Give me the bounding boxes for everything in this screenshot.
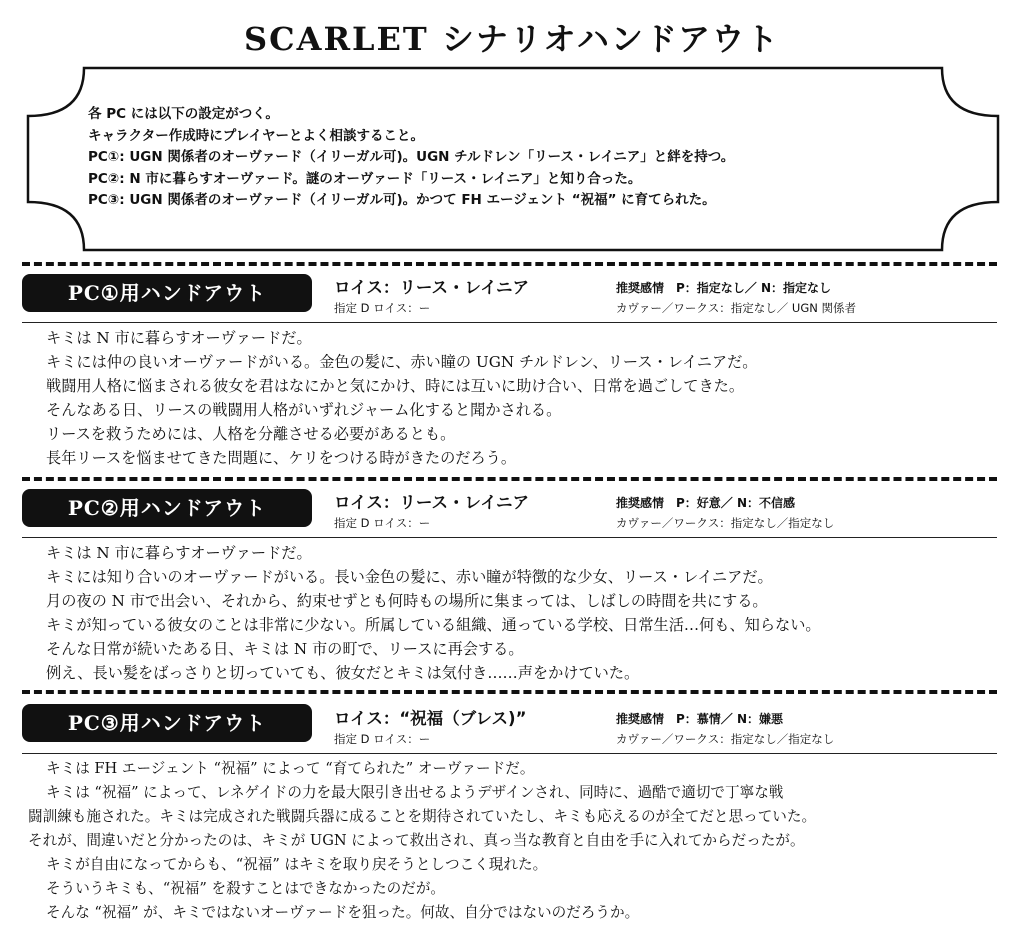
body-line: キミには仲の良いオーヴァードがいる。金色の髪に、赤い瞳の UGN チルドレン、リース・レイニアだ。 — [46, 353, 758, 371]
handout-body — [46, 541, 821, 685]
lois-block — [334, 489, 529, 531]
body-line: キミは “祝福” によって、レネゲイドの力を最大限引き出せるようデザインされ、同時に、過酷で適切で丁寧な戦 — [46, 784, 784, 801]
dashed-divider — [22, 477, 997, 481]
handout-label: PC①用ハンドアウト — [22, 274, 312, 312]
cover-works: カヴァー／ワークス：指定なし／指定なし — [616, 732, 835, 746]
body-line: リースを救うためには、人格を分離させる必要があるとも。 — [46, 425, 456, 443]
emotion-block — [616, 494, 834, 531]
body-line: 闘訓練も施された。キミは完成された戦闘兵器に成ることを期待されていたし、キミも応えるのが全てだと思っていた。 — [28, 808, 817, 825]
body-line: キミが知っている彼女のことは非常に少ない。所属している組織、通っている学校、日常生活…何も、知らない。 — [46, 616, 821, 634]
lois-block — [334, 274, 529, 316]
section-rule — [22, 753, 997, 754]
body-line: そんな “祝福” が、キミではないオーヴァードを狙った。何故、自分ではないのだろうか。 — [46, 904, 640, 921]
dashed-divider — [22, 262, 997, 266]
recommended-emotion: 推奨感情 P：慕情／ N：嫌悪 — [616, 712, 784, 726]
recommended-emotion: 推奨感情 P：好意／ N：不信感 — [616, 496, 796, 510]
handout-body — [46, 326, 758, 470]
intro-text — [88, 104, 948, 212]
body-line: キミは N 市に暮らすオーヴァードだ。 — [46, 329, 312, 347]
recommended-emotion: 推奨感情 P：指定なし／ N：指定なし — [616, 281, 832, 295]
intro-line: 各 PC には以下の設定がつく。 — [88, 106, 279, 122]
intro-line: PC①: UGN 関係者のオーヴァード（イリーガル可)。UGN チルドレン「リース・レイニア」と絆を持つ。 — [88, 149, 735, 165]
body-line: 戦闘用人格に悩まされる彼女を君はなにかと気にかけ、時には互いに助け合い、日常を過ごしてきた。 — [46, 377, 745, 395]
lois-name: ロイス：リース・レイニア — [334, 278, 530, 297]
body-line: 月の夜の N 市で出会い、それから、約束せずとも何時もの場所に集まっては、しばしの時間を共にする。 — [46, 592, 768, 610]
handout-body — [28, 757, 816, 925]
lois-block — [334, 705, 526, 747]
section-rule — [22, 322, 997, 323]
body-line: それが、間違いだと分かったのは、キミが UGN によって救出され、真っ当な教育と自由を手に入れてからだったが。 — [28, 832, 805, 849]
intro-line: PC③: UGN 関係者のオーヴァード（イリーガル可)。かつて FH エージェント “祝福” に育てられた。 — [88, 192, 716, 208]
intro-line: キャラクター作成時にプレイヤーとよく相談すること。 — [88, 127, 425, 144]
body-line: そんなある日、リースの戦闘用人格がいずれジャーム化すると聞かされる。 — [46, 401, 562, 419]
designated-lois: 指定 D ロイス：ー — [334, 732, 431, 746]
emotion-block — [616, 710, 834, 747]
section-rule — [22, 537, 997, 538]
designated-lois: 指定 D ロイス：ー — [334, 516, 431, 530]
cover-works: カヴァー／ワークス：指定なし／ UGN 関係者 — [616, 301, 857, 315]
body-line: キミには知り合いのオーヴァードがいる。長い金色の髪に、赤い瞳が特徴的な少女、リース・レイニアだ。 — [46, 568, 773, 586]
body-line: そんな日常が続いたある日、キミは N 市の町で、リースに再会する。 — [46, 640, 524, 658]
intro-line: PC②: N 市に暮らすオーヴァード。謎のオーヴァード「リース・レイニア」と知り合った。 — [88, 170, 642, 187]
dashed-divider — [22, 690, 997, 694]
body-line: 長年リースを悩ませてきた問題に、ケリをつける時がきたのだろう。 — [46, 449, 517, 467]
emotion-block — [616, 279, 856, 316]
body-line: キミが自由になってからも、“祝福” はキミを取り戻そうとしつこく現れた。 — [46, 856, 548, 873]
handout-label: PC③用ハンドアウト — [22, 704, 312, 742]
handout-label: PC②用ハンドアウト — [22, 489, 312, 527]
page-title: SCARLET シナリオハンドアウト — [244, 20, 780, 58]
cover-works: カヴァー／ワークス：指定なし／指定なし — [616, 516, 835, 530]
designated-lois: 指定 D ロイス：ー — [334, 301, 431, 315]
body-line: 例え、長い髪をばっさりと切っていても、彼女だとキミは気付き……声をかけていた。 — [46, 664, 640, 682]
lois-name: ロイス：“祝福（ブレス)” — [334, 709, 527, 728]
lois-name: ロイス：リース・レイニア — [334, 493, 530, 512]
body-line: キミは FH エージェント “祝福” によって “育てられた” オーヴァードだ。 — [46, 760, 535, 777]
body-line: キミは N 市に暮らすオーヴァードだ。 — [46, 544, 312, 562]
body-line: そういうキミも、“祝福” を殺すことはできなかったのだが。 — [46, 880, 446, 897]
